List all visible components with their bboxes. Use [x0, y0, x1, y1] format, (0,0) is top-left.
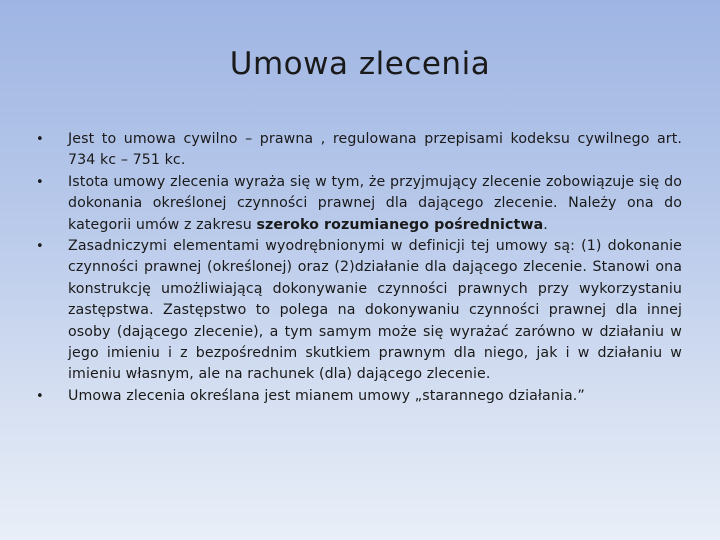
bullet-item-3: [36, 236, 682, 386]
bullet-item-1: [36, 129, 682, 172]
bullet-text: Jest to umowa cywilno – prawna , regulowana przepisami kodeksu cywilnego art. 734 kc – 751 kc.: [68, 131, 682, 169]
bullet-dot-icon: •: [36, 388, 44, 404]
bullet-item-2: [36, 172, 682, 236]
bullet-dot-icon: •: [36, 239, 44, 255]
bullet-text: Istota umowy zlecenia wyraża się w tym, że przyjmujący zlecenie zobowiązuje się do dokonania określonej czynności prawnej dla dającego zlecenie. Należy ona do kategorii umów z zakresu: [68, 173, 682, 233]
bullet-text: Umowa zlecenia określana jest mianem umowy „starannego działania.”: [68, 387, 585, 404]
bullet-list: [36, 129, 682, 407]
slide-title: Umowa zlecenia: [229, 46, 491, 82]
bullet-bold-text: szeroko rozumianego pośrednictwa: [256, 216, 544, 233]
bullet-item-4: [36, 386, 682, 407]
bullet-text-end: .: [543, 216, 548, 233]
bullet-text: Zasadniczymi elementami wyodrębnionymi w definicji tej umowy są: (1) dokonanie czynności prawnej (określonej) oraz (2)działanie dla dającego zlecenie. Stanowi ona konstrukcję umożliwiającą dokonywanie czynności prawnych przy wykorzystaniu zastępstwa. Zastępstwo to polega na dokonywaniu czynności prawnej dla innej osoby (dającego zlecenie), a tym samym może się wyrażać zarówno w działaniu w jego imieniu i z bezpośrednim skutkiem prawnym dla niego, jak i w działaniu w imieniu własnym, ale na rachunek (dla) dającego zlecenie.: [68, 238, 682, 383]
bullet-dot-icon: •: [36, 174, 44, 190]
bullet-dot-icon: •: [36, 132, 44, 147]
